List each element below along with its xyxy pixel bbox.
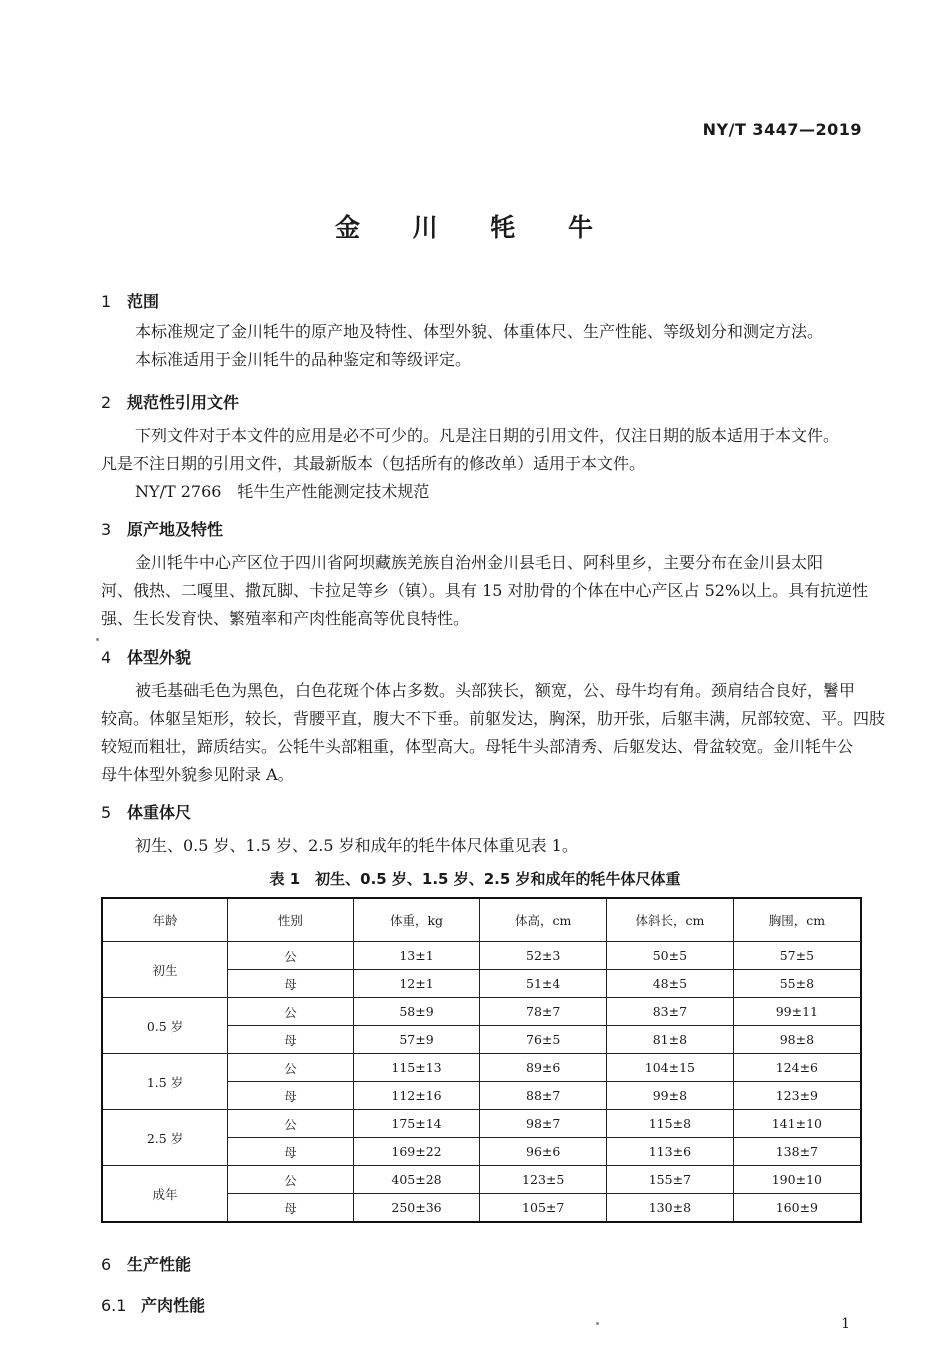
length-cell: 104±15 bbox=[607, 1054, 734, 1082]
length-cell: 81±8 bbox=[607, 1026, 734, 1054]
weight-cell: 57±9 bbox=[353, 1026, 480, 1054]
sex-cell: 母 bbox=[228, 1138, 354, 1166]
age-cell: 2.5 岁 bbox=[102, 1110, 228, 1166]
height-cell: 51±4 bbox=[480, 970, 607, 998]
length-cell: 155±7 bbox=[607, 1166, 734, 1194]
girth-cell: 98±8 bbox=[733, 1026, 861, 1054]
section-number: 6 bbox=[101, 1255, 112, 1274]
paragraph-line: 较高。体躯呈矩形，较长，背腰平直，腹大不下垂。前躯发达，胸深，肋开张，后躯丰满，尻部较宽、平。四肢 bbox=[101, 709, 886, 728]
height-cell: 52±3 bbox=[480, 942, 607, 970]
standard-code: NY/T 3447—2019 bbox=[702, 120, 862, 139]
sex-cell: 母 bbox=[228, 1082, 354, 1110]
weight-cell: 115±13 bbox=[353, 1054, 480, 1082]
paragraph-line: 被毛基础毛色为黑色，白色花斑个体占多数。头部狭长，额宽，公、母牛均有角。颈肩结合良好，鬐甲 bbox=[135, 681, 856, 700]
section-number: 6.1 bbox=[101, 1296, 127, 1315]
header-height: 体高，cm bbox=[480, 898, 607, 942]
weight-cell: 12±1 bbox=[353, 970, 480, 998]
length-cell: 83±7 bbox=[607, 998, 734, 1026]
sex-cell: 母 bbox=[228, 1026, 354, 1054]
section-title: 原产地及特性 bbox=[127, 520, 224, 539]
weight-cell: 175±14 bbox=[353, 1110, 480, 1138]
header-sex: 性别 bbox=[228, 898, 354, 942]
age-cell: 初生 bbox=[102, 942, 228, 998]
length-cell: 113±6 bbox=[607, 1138, 734, 1166]
section-5-body bbox=[101, 832, 863, 860]
paragraph-line: 母牛体型外貌参见附录 A。 bbox=[101, 765, 294, 784]
girth-cell: 57±5 bbox=[733, 942, 861, 970]
weight-cell: 405±28 bbox=[353, 1166, 480, 1194]
girth-cell: 55±8 bbox=[733, 970, 861, 998]
paragraph-line: 本标准适用于金川牦牛的品种鉴定和等级评定。 bbox=[135, 350, 472, 369]
length-cell: 50±5 bbox=[607, 942, 734, 970]
height-cell: 123±5 bbox=[480, 1166, 607, 1194]
table-header-row bbox=[102, 898, 861, 942]
weight-cell: 13±1 bbox=[353, 942, 480, 970]
section-4-body bbox=[101, 677, 886, 789]
section-number: 4 bbox=[101, 648, 112, 667]
girth-cell: 124±6 bbox=[733, 1054, 861, 1082]
height-cell: 96±6 bbox=[480, 1138, 607, 1166]
table-row bbox=[102, 1110, 861, 1138]
header-body-length: 体斜长，cm bbox=[607, 898, 734, 942]
sex-cell: 公 bbox=[228, 998, 354, 1026]
length-cell: 48±5 bbox=[607, 970, 734, 998]
girth-cell: 190±10 bbox=[733, 1166, 861, 1194]
section-3-heading bbox=[101, 517, 223, 540]
paragraph-line: 凡是不注日期的引用文件，其最新版本（包括所有的修改单）适用于本文件。 bbox=[101, 454, 646, 473]
table-row bbox=[102, 942, 861, 970]
length-cell: 115±8 bbox=[607, 1110, 734, 1138]
sex-cell: 母 bbox=[228, 1194, 354, 1223]
weight-cell: 58±9 bbox=[353, 998, 480, 1026]
age-cell: 成年 bbox=[102, 1166, 228, 1223]
paragraph-line: 金川牦牛中心产区位于四川省阿坝藏族羌族自治州金川县毛日、阿科里乡，主要分布在金川县太阳 bbox=[135, 553, 824, 572]
sex-cell: 公 bbox=[228, 1110, 354, 1138]
section-2-heading bbox=[101, 390, 239, 413]
header-age: 年龄 bbox=[102, 898, 228, 942]
table-row bbox=[102, 1054, 861, 1082]
section-title: 范围 bbox=[127, 292, 160, 311]
paragraph-line: 较短而粗壮，蹄质结实。公牦牛头部粗重，体型高大。母牦牛头部清秀、后躯发达、骨盆较宽。金川牦牛公 bbox=[101, 737, 854, 756]
header-chest-girth: 胸围，cm bbox=[733, 898, 861, 942]
header-weight: 体重，kg bbox=[353, 898, 480, 942]
section-number: 3 bbox=[101, 520, 112, 539]
sex-cell: 公 bbox=[228, 942, 354, 970]
section-title: 生产性能 bbox=[127, 1255, 192, 1274]
section-6-heading bbox=[101, 1252, 191, 1275]
section-2-body bbox=[101, 422, 863, 506]
table-row bbox=[102, 998, 861, 1026]
section-6-1-heading bbox=[101, 1293, 205, 1316]
sex-cell: 母 bbox=[228, 970, 354, 998]
section-1-body bbox=[101, 318, 863, 374]
length-cell: 130±8 bbox=[607, 1194, 734, 1223]
height-cell: 76±5 bbox=[480, 1026, 607, 1054]
section-number: 2 bbox=[101, 393, 112, 412]
girth-cell: 99±11 bbox=[733, 998, 861, 1026]
page-number: 1 bbox=[841, 1316, 850, 1332]
weight-cell: 250±36 bbox=[353, 1194, 480, 1223]
girth-cell: 160±9 bbox=[733, 1194, 861, 1223]
table-row bbox=[102, 1166, 861, 1194]
height-cell: 89±6 bbox=[480, 1054, 607, 1082]
sex-cell: 公 bbox=[228, 1166, 354, 1194]
table-caption: 表 1 初生、0.5 岁、1.5 岁、2.5 岁和成年的牦牛体尺体重 bbox=[269, 870, 681, 888]
body-size-table bbox=[101, 897, 862, 1223]
section-5-heading bbox=[101, 800, 191, 823]
girth-cell: 138±7 bbox=[733, 1138, 861, 1166]
sex-cell: 公 bbox=[228, 1054, 354, 1082]
paragraph-line: 本标准规定了金川牦牛的原产地及特性、体型外貌、体重体尺、生产性能、等级划分和测定方法。 bbox=[135, 322, 824, 341]
weight-cell: 169±22 bbox=[353, 1138, 480, 1166]
age-cell: 1.5 岁 bbox=[102, 1054, 228, 1110]
section-3-body bbox=[101, 549, 869, 633]
length-cell: 99±8 bbox=[607, 1082, 734, 1110]
section-1-heading bbox=[101, 289, 159, 312]
age-cell: 0.5 岁 bbox=[102, 998, 228, 1054]
section-title: 产肉性能 bbox=[141, 1296, 206, 1315]
section-title: 体型外貌 bbox=[127, 648, 192, 667]
paragraph-line: 河、俄热、二嘎里、撒瓦脚、卡拉足等乡（镇）。具有 15 对肋骨的个体在中心产区占 52%以上。具有抗逆性 bbox=[101, 581, 869, 600]
reference-item: NY/T 2766 牦牛生产性能测定技术规范 bbox=[135, 482, 430, 501]
scan-speck bbox=[96, 638, 99, 641]
height-cell: 78±7 bbox=[480, 998, 607, 1026]
girth-cell: 141±10 bbox=[733, 1110, 861, 1138]
height-cell: 98±7 bbox=[480, 1110, 607, 1138]
section-number: 5 bbox=[101, 803, 112, 822]
section-title: 体重体尺 bbox=[127, 803, 192, 822]
scan-speck bbox=[596, 1322, 599, 1325]
document-title: 金 川 牦 牛 bbox=[334, 213, 616, 242]
girth-cell: 123±9 bbox=[733, 1082, 861, 1110]
weight-cell: 112±16 bbox=[353, 1082, 480, 1110]
paragraph-line: 初生、0.5 岁、1.5 岁、2.5 岁和成年的牦牛体尺体重见表 1。 bbox=[135, 836, 578, 855]
height-cell: 105±7 bbox=[480, 1194, 607, 1223]
section-number: 1 bbox=[101, 292, 112, 311]
section-title: 规范性引用文件 bbox=[127, 393, 240, 412]
section-4-heading bbox=[101, 645, 191, 668]
paragraph-line: 下列文件对于本文件的应用是必不可少的。凡是注日期的引用文件，仅注日期的版本适用于本文件。 bbox=[135, 426, 840, 445]
paragraph-line: 强、生长发育快、繁殖率和产肉性能高等优良特性。 bbox=[101, 609, 470, 628]
height-cell: 88±7 bbox=[480, 1082, 607, 1110]
